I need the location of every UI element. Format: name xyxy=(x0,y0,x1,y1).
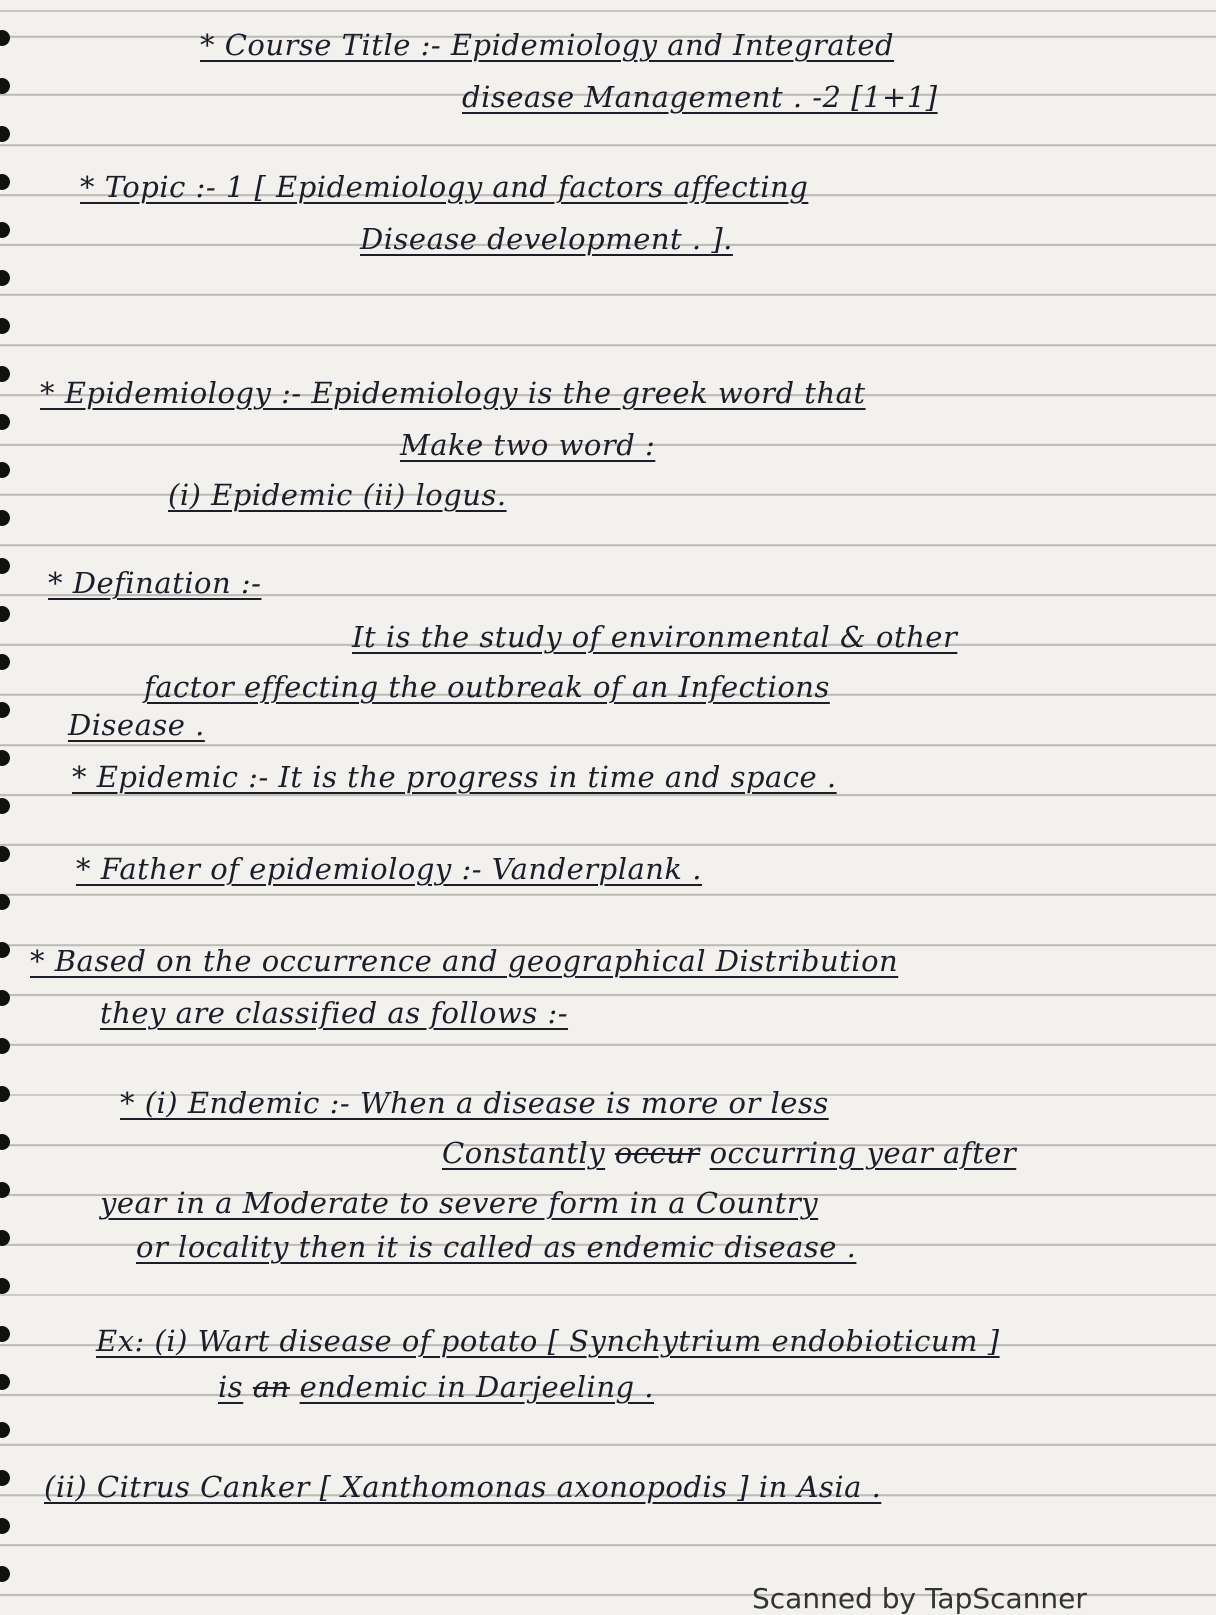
binder-hole xyxy=(0,1326,10,1342)
father-of-epidemiology-line: * Father of epidemiology :- Vanderplank . xyxy=(76,852,702,886)
binder-hole xyxy=(0,1470,10,1486)
binder-hole xyxy=(0,990,10,1006)
classification-line-1: * Based on the occurrence and geographical Distribution xyxy=(30,944,899,978)
binder-hole xyxy=(0,1374,10,1390)
classification-line-2: they are classified as follows :- xyxy=(100,996,569,1030)
binder-hole xyxy=(0,750,10,766)
struck-word: occur xyxy=(614,1136,700,1170)
binder-hole xyxy=(0,270,10,286)
binder-hole xyxy=(0,558,10,574)
binder-hole xyxy=(0,1086,10,1102)
endemic-line-1: * (i) Endemic :- When a disease is more or less xyxy=(120,1086,829,1120)
binder-hole xyxy=(0,318,10,334)
binder-hole xyxy=(0,846,10,862)
definition-line-2: factor effecting the outbreak of an Infections xyxy=(144,670,830,704)
binder-hole xyxy=(0,1038,10,1054)
page-top-edge xyxy=(0,0,1216,12)
definition-line-3: Disease . xyxy=(68,708,205,742)
binder-hole xyxy=(0,1518,10,1534)
binder-hole xyxy=(0,222,10,238)
binder-hole xyxy=(0,1134,10,1150)
binder-hole xyxy=(0,510,10,526)
binder-hole xyxy=(0,798,10,814)
binder-hole xyxy=(0,702,10,718)
course-title-line-1: * Course Title :- Epidemiology and Integrated xyxy=(200,28,895,62)
topic-line-2: Disease development . ]. xyxy=(360,222,733,256)
binder-hole xyxy=(0,174,10,190)
binder-hole xyxy=(0,414,10,430)
binder-hole xyxy=(0,126,10,142)
binder-hole xyxy=(0,606,10,622)
example-line-3: (ii) Citrus Canker [ Xanthomonas axonopodis ] in Asia . xyxy=(44,1470,882,1504)
binder-hole xyxy=(0,1182,10,1198)
binder-hole xyxy=(0,1566,10,1582)
endemic-line-2: Constantly occur occurring year after xyxy=(442,1136,1017,1170)
binder-hole xyxy=(0,366,10,382)
topic-line-1: * Topic :- 1 [ Epidemiology and factors affecting xyxy=(80,170,809,204)
struck-word: an xyxy=(252,1370,290,1404)
epidemiology-line-2: Make two word : xyxy=(400,428,656,462)
course-title-line-2: disease Management . -2 [1+1] xyxy=(462,80,938,114)
example-line-2: is an endemic in Darjeeling . xyxy=(218,1370,654,1404)
epidemiology-line-1: * Epidemiology :- Epidemiology is the greek word that xyxy=(40,376,866,410)
binder-hole xyxy=(0,894,10,910)
binder-hole xyxy=(0,30,10,46)
binder-hole xyxy=(0,1230,10,1246)
example-line-1: Ex: (i) Wart disease of potato [ Synchytrium endobioticum ] xyxy=(96,1324,1000,1358)
binder-hole xyxy=(0,462,10,478)
binder-hole xyxy=(0,1278,10,1294)
endemic-line-4: or locality then it is called as endemic disease . xyxy=(136,1230,857,1264)
binder-hole xyxy=(0,1422,10,1438)
scanner-watermark: Scanned by TapScanner xyxy=(752,1582,1087,1615)
definition-heading: * Defination :- xyxy=(48,566,262,600)
binder-hole xyxy=(0,654,10,670)
definition-line-1: It is the study of environmental & other xyxy=(352,620,958,654)
binder-holes xyxy=(0,0,14,1608)
binder-hole xyxy=(0,942,10,958)
endemic-line-3: year in a Moderate to severe form in a Country xyxy=(100,1186,819,1220)
epidemiology-line-3: (i) Epidemic (ii) logus. xyxy=(168,478,507,512)
binder-hole xyxy=(0,78,10,94)
epidemic-line: * Epidemic :- It is the progress in time and space . xyxy=(72,760,837,794)
